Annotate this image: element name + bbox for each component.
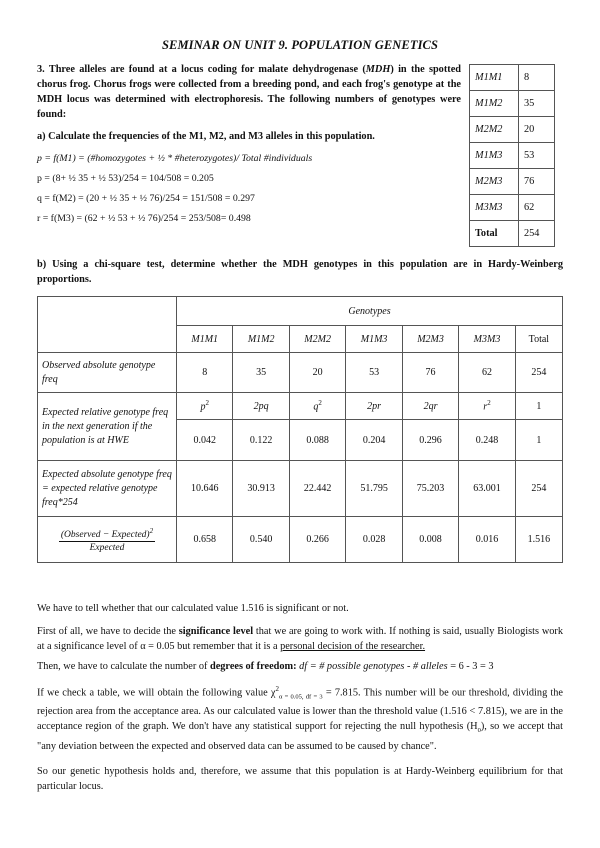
genotype-count-row: [470, 65, 555, 91]
expected-relative-value-cell: 1: [515, 420, 562, 461]
genotype-count-row: [470, 195, 555, 221]
intro-mdh: MDH: [365, 64, 391, 75]
paragraph-significance-level: First of all, we have to decide the significance level that we are going to work with. If nothing is said, usually Biologists work at a significance level of α = 0.05 but remember that it is a personal decision of the researcher.: [37, 626, 563, 652]
chi-contribution-row: [38, 517, 563, 563]
genotype-name: M1M2: [470, 91, 519, 117]
genotype-count-row: [470, 117, 555, 143]
observed-row: [38, 353, 563, 393]
calc-q: q = f(M2) = (20 + ½ 35 + ½ 76)/254 = 151/508 = 0.297: [37, 193, 255, 204]
column-header: M1M2: [233, 326, 289, 353]
paragraph-threshold: If we check a table, we will obtain the following value $\chi^2_{\alpha = 0.05, df = 3} = 7.815$. This number will be our threshold, dividing the rejection area from the acceptance area. As our calculated value is lower than the threshold value (1.516 < 7.815), we are in the acceptance region of the graph. We don't have any statistical support for rejecting the null hypothesis $(H_0)$, so we accept that "any deviation between the expected and observed data can be assumed to be caused by chance".: [37, 685, 563, 752]
observed-cell: 8: [177, 353, 233, 393]
chi-contribution-cell: 0.016: [459, 517, 515, 563]
observed-cell: 35: [233, 353, 289, 393]
chi-contribution-cell: 0.540: [233, 517, 289, 563]
genotype-count: 76: [519, 169, 555, 195]
formula-p: p = f(M1) = (#homozygotes + ½ * #heterozygotes)/ Total #individuals: [37, 153, 313, 164]
chi-contribution-cell: 0.028: [346, 517, 402, 563]
expected-absolute-cell: 63.001: [459, 461, 515, 517]
genotype-count-table: [469, 64, 555, 247]
expected-absolute-cell: 75.203: [402, 461, 458, 517]
page-title: SEMINAR ON UNIT 9. POPULATION GENETICS: [161, 38, 439, 52]
column-header: M2M2: [289, 326, 345, 353]
paragraph-degrees-of-freedom: Then, we have to calculate the number of degrees of freedom: df = # possible genotypes - # alleles = 6 - 3 = 3: [37, 661, 494, 672]
paragraph-conclusion: So our genetic hypothesis holds and, therefore, we assume that this population is at Hardy-Weinberg equilibrium for that particular locus.: [37, 766, 563, 792]
expected-absolute-row: [38, 461, 563, 517]
expected-absolute-cell: 30.913: [233, 461, 289, 517]
expected-relative-value-cell: 0.042: [177, 420, 233, 461]
expected-relative-label: Expected relative genotype freq in the next generation if the population is at HWE: [38, 393, 177, 461]
expected-absolute-cell: 254: [515, 461, 562, 517]
intro-text-1: 3. Three alleles are found at a locus coding for malate dehydrogenase (: [37, 64, 366, 75]
expected-relative-symbol-cell: 2pr: [346, 393, 402, 420]
expected-relative-value-cell: 0.122: [233, 420, 289, 461]
genotype-count-row: [470, 91, 555, 117]
genotype-name: M1M1: [470, 65, 519, 91]
expected-relative-value-cell: 0.088: [289, 420, 345, 461]
genotype-count: 254: [519, 221, 555, 247]
question-a: a) Calculate the frequencies of the M1, M2, and M3 alleles in this population.: [37, 131, 375, 142]
genotype-name: Total: [470, 221, 519, 247]
genotype-count: 53: [519, 143, 555, 169]
expected-relative-symbol-cell: $q^2$: [289, 393, 345, 420]
expected-relative-value-cell: 0.204: [346, 420, 402, 461]
observed-cell: 62: [459, 353, 515, 393]
genotype-count: 20: [519, 117, 555, 143]
column-header: M2M3: [402, 326, 458, 353]
expected-relative-symbol-cell: $p^2$: [177, 393, 233, 420]
paragraph-significance-question: We have to tell whether that our calculated value 1.516 is significant or not.: [37, 603, 349, 614]
expected-relative-symbol-cell: $r^2$: [459, 393, 515, 420]
genotype-name: M3M3: [470, 195, 519, 221]
genotype-name: M2M3: [470, 169, 519, 195]
chi-formula-numerator: (Observed − Expected)$^2$: [60, 526, 154, 541]
expected-absolute-cell: 10.646: [177, 461, 233, 517]
genotype-count: 8: [519, 65, 555, 91]
column-header: Total: [515, 326, 562, 353]
chi-formula-label: [38, 517, 177, 563]
calc-r: r = f(M3) = (62 + ½ 53 + ½ 76)/254 = 253/508= 0.498: [37, 213, 251, 224]
calc-p: p = (8+ ½ 35 + ½ 53)/254 = 104/508 = 0.205: [37, 173, 214, 184]
genotype-name: M2M2: [470, 117, 519, 143]
question-3-intro: [37, 62, 461, 122]
chi-contribution-cell: 1.516: [515, 517, 562, 563]
expected-relative-value-cell: 0.296: [402, 420, 458, 461]
observed-cell: 20: [289, 353, 345, 393]
genotype-count: 35: [519, 91, 555, 117]
expected-absolute-cell: 51.795: [346, 461, 402, 517]
genotypes-header: Genotypes: [177, 297, 563, 326]
intro-text-2: ) in the spotted chorus frog. Chorus frogs were collected from a breeding pond, and each frog's genotype at the MDH locus was determined with electrophoresis. The following numbers of genotypes were found:: [37, 64, 461, 120]
genotype-count-row: [470, 143, 555, 169]
question-b: b) Using a chi-square test, determine whether the MDH genotypes in this population are in Hardy-Weinberg proportions.: [37, 259, 563, 285]
expected-absolute-label: Expected absolute genotype freq = expected relative genotype freq*254: [38, 461, 177, 517]
chi-contribution-cell: 0.008: [402, 517, 458, 563]
chi-formula-fraction: [59, 525, 155, 554]
expected-relative-symbol-cell: 1: [515, 393, 562, 420]
chi-contribution-cell: 0.266: [289, 517, 345, 563]
observed-cell: 254: [515, 353, 562, 393]
expected-relative-symbol-cell: 2qr: [402, 393, 458, 420]
column-header: M1M3: [346, 326, 402, 353]
genotype-count-row: [470, 169, 555, 195]
observed-cell: 53: [346, 353, 402, 393]
observed-label: Observed absolute genotype freq: [38, 353, 177, 393]
column-header: M3M3: [459, 326, 515, 353]
expected-relative-value-cell: 0.248: [459, 420, 515, 461]
genotype-name: M1M3: [470, 143, 519, 169]
chi-square-table: [37, 296, 563, 563]
column-header: M1M1: [177, 326, 233, 353]
expected-relative-symbol-row: [38, 393, 563, 420]
chi-formula-denominator: Expected: [89, 543, 125, 554]
genotype-count: 62: [519, 195, 555, 221]
corner-cell: [38, 297, 177, 353]
chi-contribution-cell: 0.658: [177, 517, 233, 563]
observed-cell: 76: [402, 353, 458, 393]
genotype-count-row: [470, 221, 555, 247]
expected-absolute-cell: 22.442: [289, 461, 345, 517]
expected-relative-symbol-cell: 2pq: [233, 393, 289, 420]
